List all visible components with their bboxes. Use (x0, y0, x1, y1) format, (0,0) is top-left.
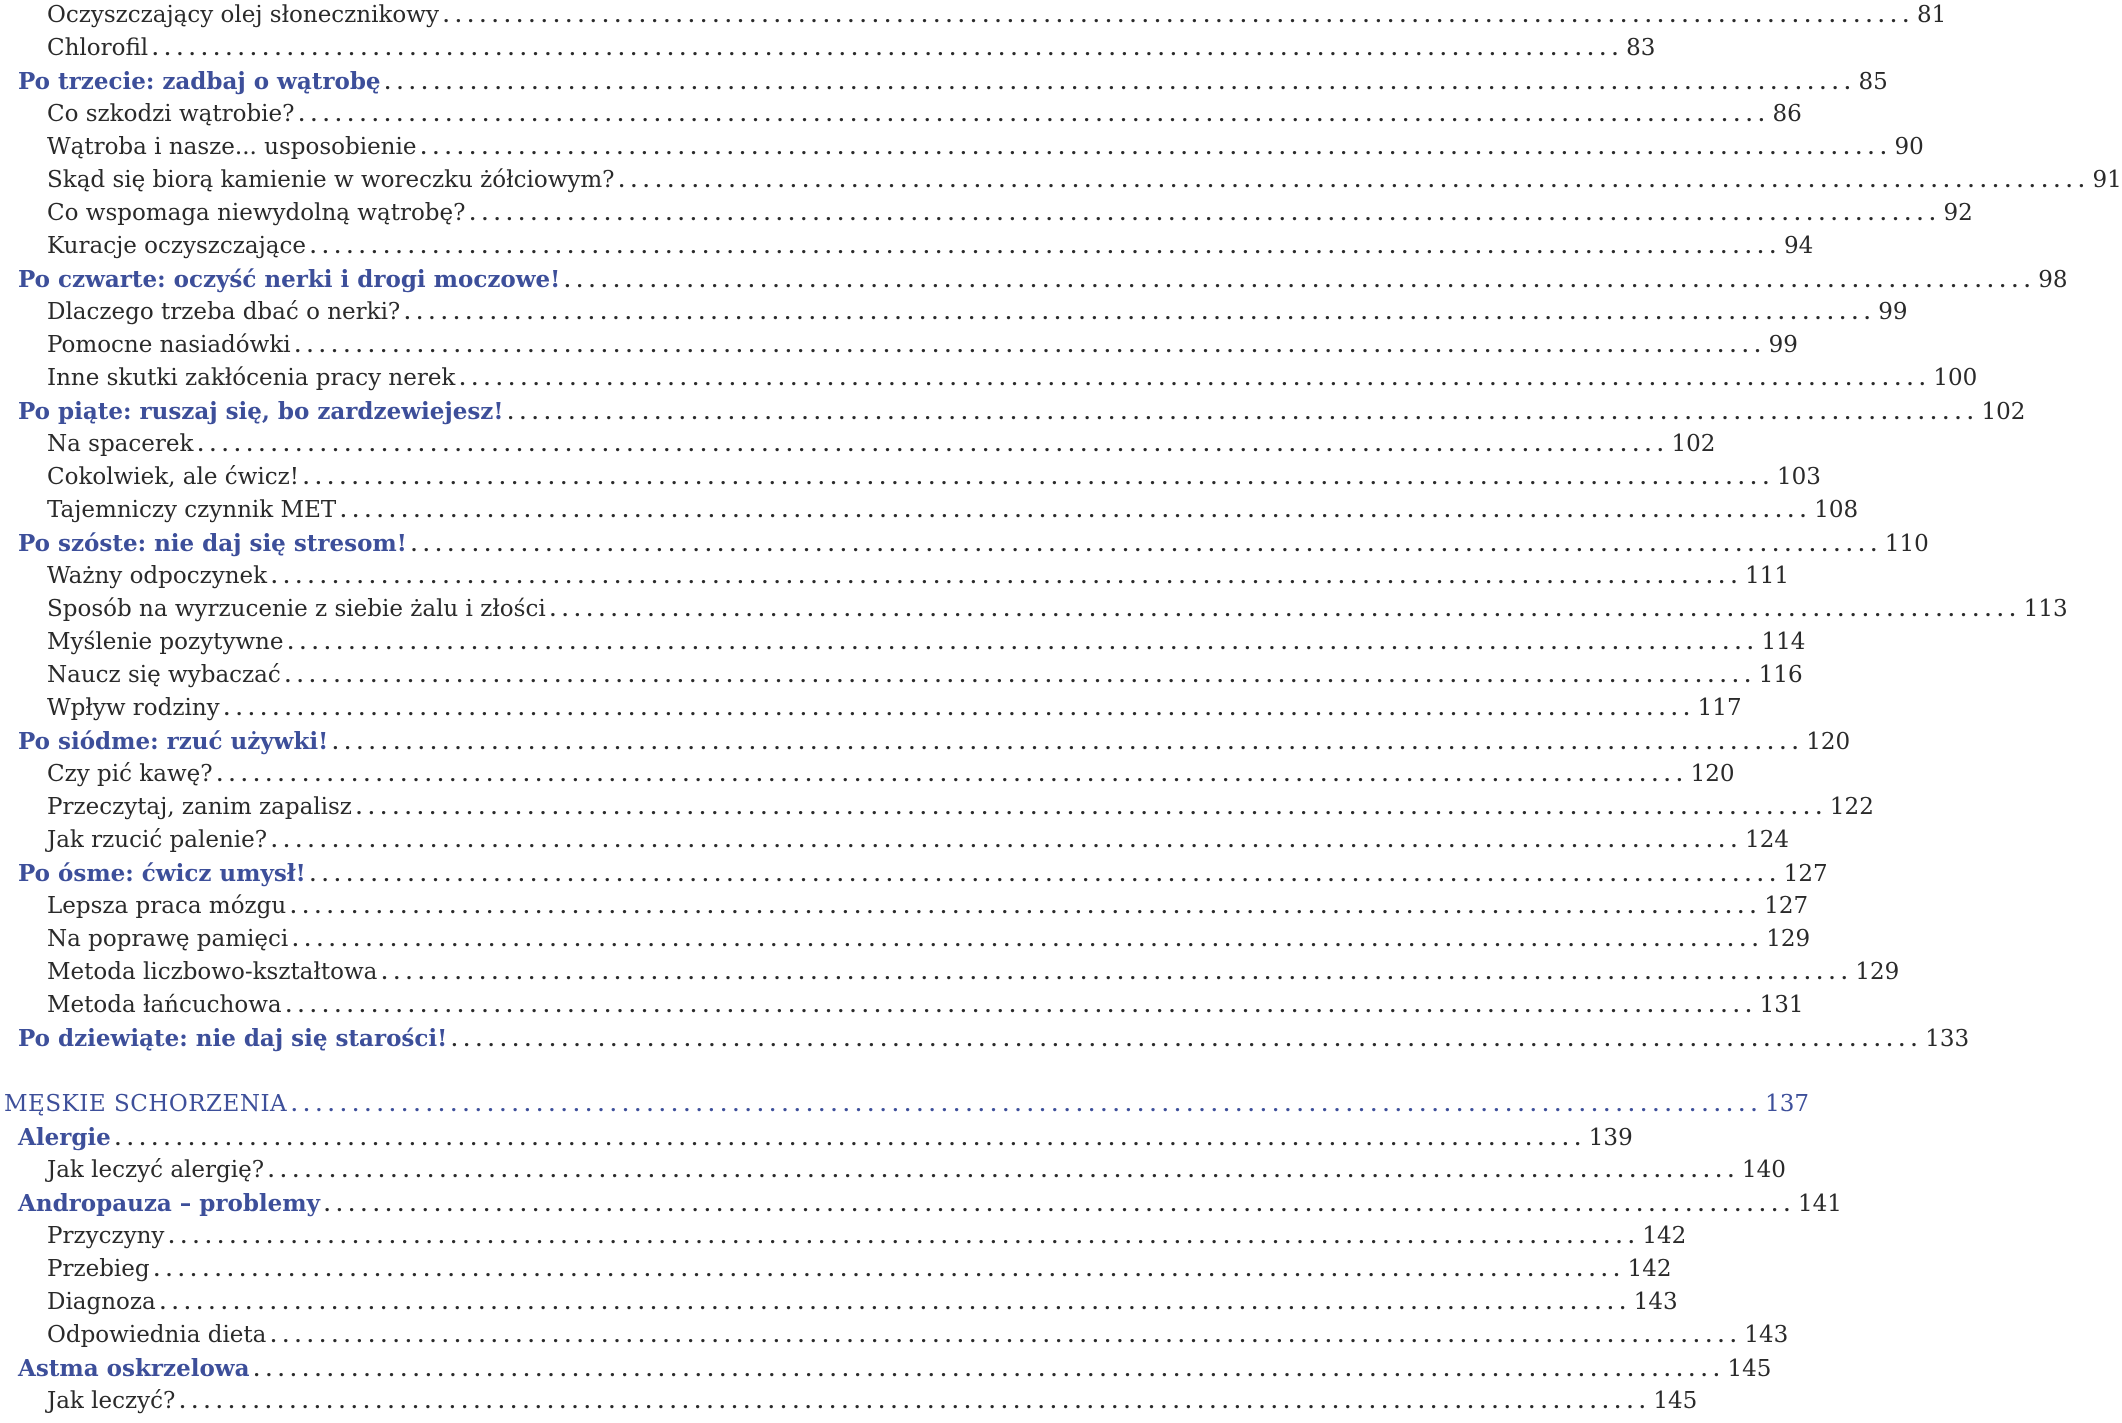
dot-leader: ........................................................................................................................ (270, 1326, 1743, 1347)
toc-entry (0, 362, 1978, 395)
toc-entry-title: Przebieg (47, 1256, 150, 1282)
toc-entry (0, 131, 1924, 164)
toc-entry-title: Po dziewiąte: nie daj się starości! (18, 1025, 448, 1052)
toc-page-number: 122 (1829, 794, 1874, 820)
toc-section (0, 65, 1888, 98)
toc-page-number: 145 (1653, 1388, 1698, 1414)
toc-entry (0, 1319, 1789, 1352)
toc-entry (0, 1253, 1672, 1286)
toc-entry (0, 98, 1802, 131)
dot-leader: ........................................................................................................................ (153, 1260, 1626, 1281)
toc-entry-title: Wpływ rodziny (47, 695, 220, 721)
toc-entry-title: Na poprawę pamięci (47, 926, 289, 952)
toc-entry (0, 197, 1973, 230)
dot-leader: ........................................................................................................................ (618, 171, 2091, 192)
dot-leader: ........................................................................................................................ (410, 535, 1883, 556)
toc-entry-title: Oczyszczający olej słonecznikowy (47, 2, 439, 28)
toc-entry (0, 659, 1803, 692)
toc-page-number: 91 (2092, 167, 2122, 193)
toc-section (0, 527, 1929, 560)
toc-section (0, 395, 2026, 428)
dot-leader: ........................................................................................................................ (469, 204, 1942, 225)
toc-page-number: 102 (1671, 431, 1716, 457)
toc-page-number: 145 (1727, 1356, 1772, 1382)
toc-entry-title: Inne skutki zakłócenia pracy nerek (47, 365, 456, 391)
toc-page-number: 113 (2023, 596, 2068, 622)
toc-page-number: 141 (1798, 1191, 1842, 1217)
dot-leader: ........................................................................................................................ (451, 1030, 1924, 1051)
toc-section (0, 263, 2068, 296)
dot-leader: ........................................................................................................................ (294, 336, 1767, 357)
toc-entry-title: Diagnoza (47, 1289, 156, 1315)
toc-entry (0, 791, 1874, 824)
dot-leader: ........................................................................................................................ (168, 1227, 1641, 1248)
toc-entry (0, 758, 1735, 791)
toc-entry-title: Andropauza – problemy (18, 1190, 320, 1217)
dot-leader: ........................................................................................................................ (114, 1129, 1587, 1150)
dot-leader: ........................................................................................................................ (216, 765, 1689, 786)
toc-entry-title: Jak leczyć? (47, 1388, 176, 1414)
toc-entry-title: Przeczytaj, zanim zapalisz (47, 794, 352, 820)
dot-leader: ........................................................................................................................ (384, 73, 1857, 94)
toc-page-number: 142 (1627, 1256, 1672, 1282)
dot-leader: ........................................................................................................................ (332, 733, 1805, 754)
toc-entry (0, 230, 1814, 263)
toc-entry-title: Co szkodzi wątrobie? (47, 101, 295, 127)
toc-entry (0, 494, 1859, 527)
toc-entry (0, 824, 1789, 857)
dot-leader: ........................................................................................................................ (340, 501, 1813, 522)
dot-leader: ........................................................................................................................ (309, 237, 1782, 258)
dot-leader: ........................................................................................................................ (291, 1095, 1764, 1116)
toc-page-number: 137 (1765, 1091, 1810, 1117)
toc-page-number: 129 (1855, 959, 1900, 985)
dot-leader: ........................................................................................................................ (459, 369, 1932, 390)
toc-page-number: 114 (1761, 629, 1806, 655)
dot-leader: ........................................................................................................................ (404, 303, 1877, 324)
dot-leader: ........................................................................................................................ (271, 831, 1744, 852)
dot-leader: ........................................................................................................................ (302, 468, 1775, 489)
toc-entry (0, 692, 1742, 725)
dot-leader: ........................................................................................................................ (324, 1195, 1796, 1216)
toc-entry (0, 923, 1811, 956)
toc-page-number: 86 (1772, 101, 1802, 127)
toc-entry-title: Ważny odpoczynek (47, 563, 268, 589)
toc-entry (0, 32, 1656, 65)
toc-page-number: 90 (1894, 134, 1924, 160)
dot-leader: ........................................................................................................................ (159, 1293, 1632, 1314)
dot-leader: ........................................................................................................................ (152, 39, 1625, 60)
toc-page-number: 133 (1925, 1026, 1970, 1052)
toc-entry-title: Po siódme: rzuć używki! (18, 728, 329, 755)
toc-section (0, 725, 1851, 758)
dot-leader: ........................................................................................................................ (298, 105, 1771, 126)
toc-chapter (0, 1088, 1810, 1121)
toc-page-number: 100 (1933, 365, 1978, 391)
toc-page-number: 143 (1633, 1289, 1678, 1315)
toc-entry-title: Czy pić kawę? (47, 761, 213, 787)
dot-leader: ........................................................................................................................ (179, 1392, 1652, 1413)
toc-entry-title: Astma oskrzelowa (18, 1355, 250, 1382)
toc-page-number: 111 (1745, 563, 1789, 589)
toc-page-number: 110 (1884, 531, 1929, 557)
toc-page-number: 83 (1626, 35, 1656, 61)
toc-page-number: 143 (1744, 1322, 1789, 1348)
toc-entry (0, 989, 1804, 1022)
dot-leader: ........................................................................................................................ (223, 699, 1696, 720)
toc-entry (0, 1286, 1678, 1319)
toc-entry (0, 329, 1798, 362)
toc-entry-title: Chlorofil (47, 35, 149, 61)
toc-entry (0, 1385, 1698, 1418)
toc-entry (0, 890, 1809, 923)
dot-leader: ........................................................................................................................ (285, 996, 1758, 1017)
toc-entry (0, 296, 1908, 329)
toc-page-number: 127 (1783, 861, 1828, 887)
dot-leader: ........................................................................................................................ (253, 1360, 1726, 1381)
toc-entry-title: Skąd się biorą kamienie w woreczku żółciowym? (47, 167, 615, 193)
toc-entry-title: Dlaczego trzeba dbać o nerki? (47, 299, 401, 325)
dot-leader: ........................................................................................................................ (309, 865, 1782, 886)
toc-entry (0, 1154, 1786, 1187)
toc-entry-title: Naucz się wybaczać (47, 662, 281, 688)
toc-page-number: 108 (1814, 497, 1859, 523)
dot-leader: ........................................................................................................................ (381, 963, 1854, 984)
dot-leader: ........................................................................................................................ (290, 897, 1763, 918)
toc-page-number: 103 (1776, 464, 1821, 490)
toc-entry (0, 0, 1947, 32)
dot-leader: ........................................................................................................................ (564, 271, 2037, 292)
toc-entry-title: Po ósme: ćwicz umysł! (18, 860, 306, 887)
dot-leader: ........................................................................................................................ (420, 138, 1893, 159)
toc-entry (0, 626, 1806, 659)
toc-page-number: 129 (1766, 926, 1811, 952)
toc-page-number: 139 (1588, 1125, 1633, 1151)
toc-entry (0, 461, 1821, 494)
toc-entry-title: Na spacerek (47, 431, 194, 457)
dot-leader: ........................................................................................................................ (292, 930, 1765, 951)
toc-entry-title: Tajemniczy czynnik MET (47, 497, 337, 523)
dot-leader: ........................................................................................................................ (287, 633, 1760, 654)
toc-entry (0, 560, 1789, 593)
toc-entry-title: Myślenie pozytywne (47, 629, 284, 655)
toc-entry-title: Po czwarte: oczyść nerki i drogi moczowe! (18, 266, 561, 293)
toc-page-number: 81 (1916, 2, 1947, 28)
toc-entry (0, 593, 2068, 626)
toc-entry (0, 164, 2122, 197)
toc-section (0, 1187, 1842, 1220)
toc-page-number: 140 (1742, 1157, 1786, 1183)
toc-page-number: 98 (2038, 267, 2068, 293)
toc-page-number: 92 (1943, 200, 1973, 226)
toc-entry-title: Po trzecie: zadbaj o wątrobę (18, 68, 381, 95)
dot-leader: ........................................................................................................................ (197, 435, 1670, 456)
dot-leader: ........................................................................................................................ (549, 600, 2022, 621)
toc-entry-title: Metoda łańcuchowa (47, 992, 282, 1018)
toc-page-number: 127 (1764, 893, 1809, 919)
dot-leader: ........................................................................................................................ (442, 6, 1915, 27)
toc-entry-title: Jak rzucić palenie? (47, 827, 268, 853)
toc-page-number: 102 (1981, 399, 2026, 425)
toc-entry-title: Sposób na wyrzucenie z siebie żalu i złości (47, 596, 546, 622)
dot-leader: ........................................................................................................................ (271, 567, 1744, 588)
toc-page-number: 116 (1758, 662, 1803, 688)
toc-page-number: 120 (1690, 761, 1735, 787)
toc-entry-title: Alergie (18, 1124, 111, 1151)
toc-page-number: 117 (1697, 695, 1742, 721)
toc-entry (0, 1220, 1687, 1253)
toc-page-number: 99 (1878, 299, 1908, 325)
toc-entry-title: Cokolwiek, ale ćwicz! (47, 464, 299, 490)
toc-page-number: 131 (1759, 992, 1804, 1018)
toc-entry-title: Przyczyny (47, 1223, 165, 1249)
toc-entry-title: Lepsza praca mózgu (47, 893, 287, 919)
toc-entry (0, 956, 1900, 989)
toc-entry-title: Metoda liczbowo-kształtowa (47, 959, 378, 985)
toc-entry-title: Kuracje oczyszczające (47, 233, 306, 259)
toc-page-number: 85 (1858, 69, 1888, 95)
toc-section (0, 857, 1828, 890)
toc-entry-title: Po szóste: nie daj się stresom! (18, 530, 407, 557)
toc-entry-title: Po piąte: ruszaj się, bo zardzewiejesz! (18, 398, 504, 425)
toc-section (0, 1022, 1970, 1055)
dot-leader: ........................................................................................................................ (284, 666, 1757, 687)
toc-section (0, 1352, 1772, 1385)
toc-entry-title: Wątroba i nasze... usposobienie (47, 134, 417, 160)
toc-entry (0, 428, 1716, 461)
toc-page-number: 124 (1745, 827, 1789, 853)
toc-entry-title: Pomocne nasiadówki (47, 332, 291, 358)
toc-page-number: 142 (1642, 1223, 1687, 1249)
dot-leader: ........................................................................................................................ (268, 1161, 1741, 1182)
toc-page-number: 99 (1768, 332, 1798, 358)
toc-page-number: 120 (1806, 729, 1851, 755)
dot-leader: ........................................................................................................................ (507, 403, 1980, 424)
toc-entry-title: MĘSKIE SCHORZENIA (4, 1091, 288, 1117)
toc-entry-title: Co wspomaga niewydolną wątrobę? (47, 200, 466, 226)
dot-leader: ........................................................................................................................ (355, 798, 1828, 819)
toc-entry-title: Odpowiednia dieta (47, 1322, 267, 1348)
toc-page-number: 94 (1783, 233, 1814, 259)
toc-entry-title: Jak leczyć alergię? (47, 1157, 265, 1183)
toc-section (0, 1121, 1633, 1154)
